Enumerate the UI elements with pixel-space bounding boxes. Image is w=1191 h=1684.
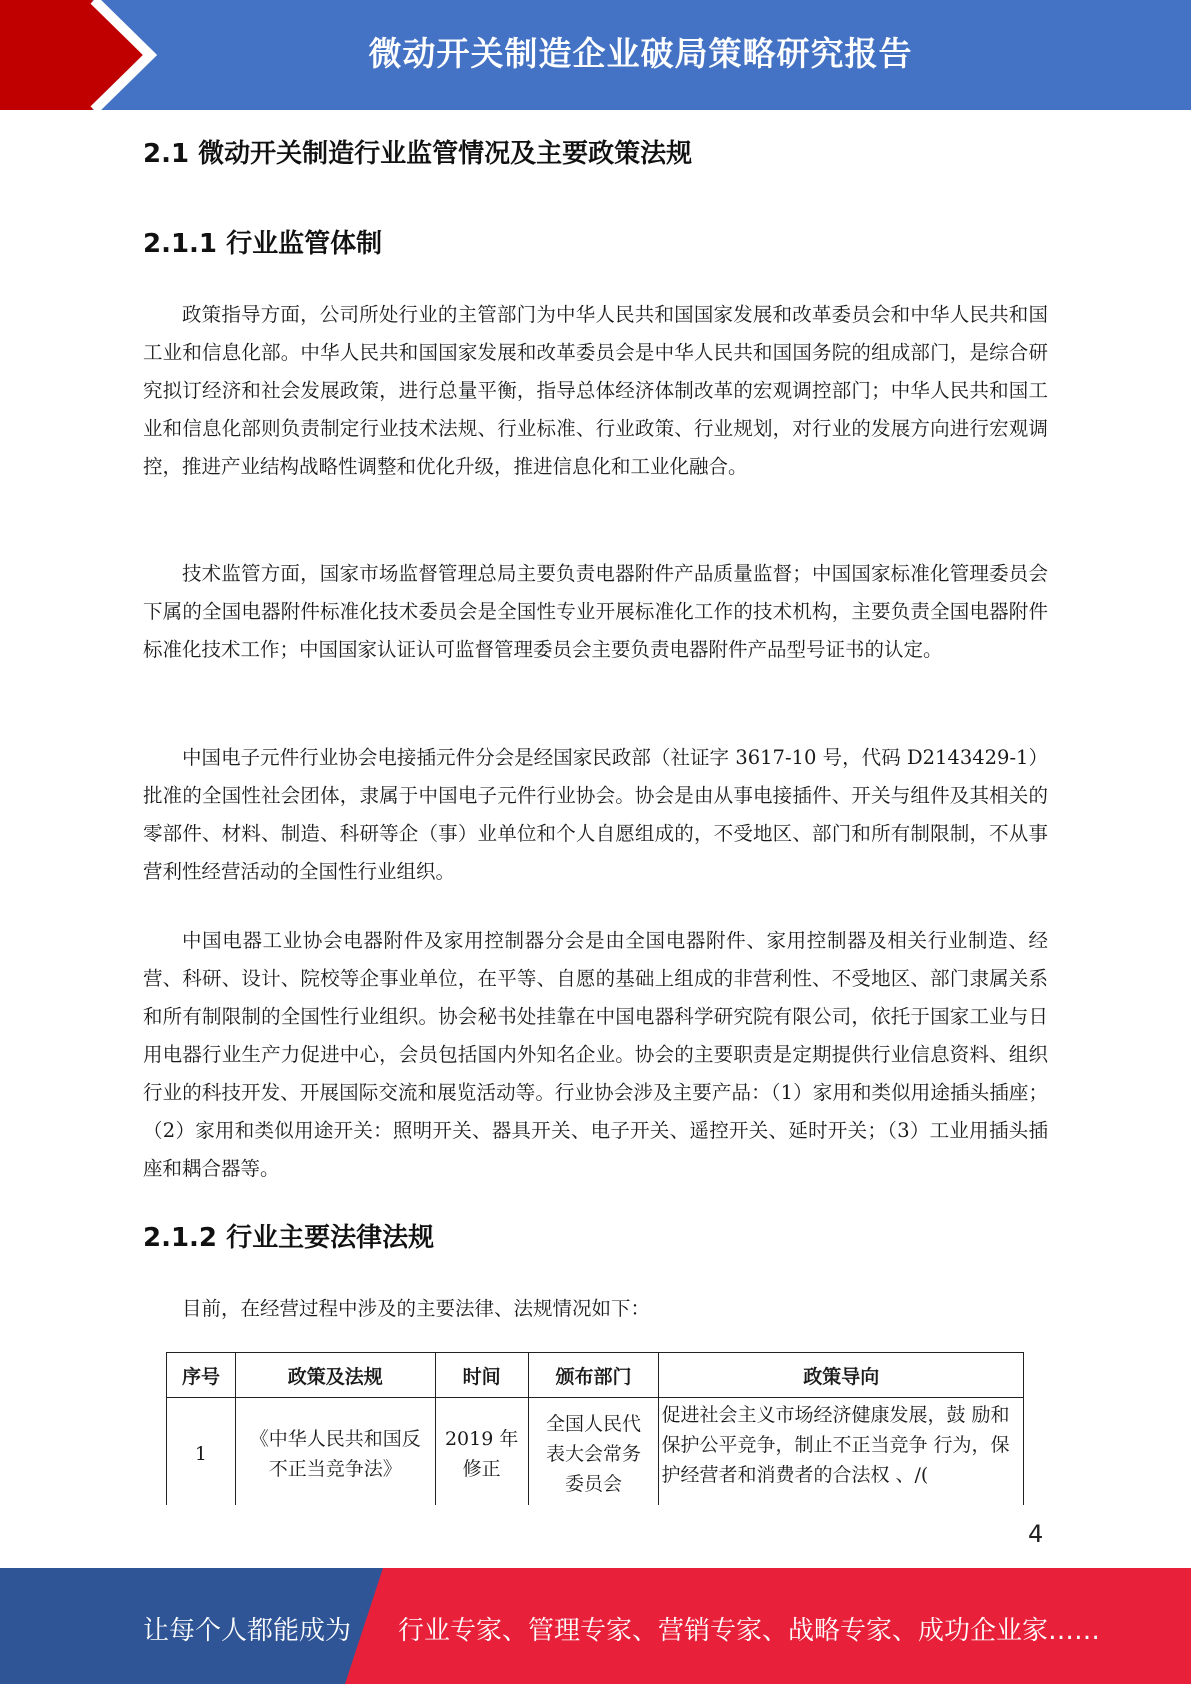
laws-table bbox=[166, 1352, 1024, 1511]
page-footer bbox=[0, 1568, 1191, 1684]
page-number: 4 bbox=[1028, 1520, 1044, 1548]
table-header-cell: 时间 bbox=[435, 1353, 528, 1398]
table-header-cell: 政策导向 bbox=[659, 1353, 1024, 1398]
section-heading-2-1-2: 2.1.2 行业主要法律法规 bbox=[143, 1223, 435, 1253]
paragraph-policy-guidance: 政策指导方面，公司所处行业的主管部门为中华人民共和国国家发展和改革委员会和中华人民共和国工业和信息化部。中华人民共和国国家发展和改革委员会是中华人民共和国国务院的组成部门，是综合研究拟订经济和社会发展政策，进行总量平衡，指导总体经济体制改革的宏观调控部门；中华人民共和国工业和信息化部则负责制定行业技术法规、行业标准、行业政策、行业规划，对行业的发展方向进行宏观调控，推进产业结构战略性调整和优化升级，推进信息化和工业化融合。 bbox=[143, 303, 1048, 478]
table-row bbox=[167, 1398, 1024, 1511]
paragraph-technical-supervision: 技术监管方面，国家市场监督管理总局主要负责电器附件产品质量监督；中国国家标准化管理委员会下属的全国电器附件标准化技术委员会是全国性专业开展标准化工作的技术机构，主要负责全国电器附件标准化技术工作；中国国家认证认可监督管理委员会主要负责电器附件产品型号证书的认定。 bbox=[143, 562, 1048, 661]
table-cell-time: 2019 年修正 bbox=[435, 1398, 528, 1511]
footer-slogan-left: 让每个人都能成为 bbox=[143, 1616, 352, 1646]
section-heading-2-1-1: 2.1.1 行业监管体制 bbox=[143, 229, 383, 259]
footer-slogan-right: 行业专家、管理专家、营销专家、战略专家、成功企业家…… bbox=[398, 1616, 1101, 1646]
table-header-cell: 颁布部门 bbox=[528, 1353, 659, 1398]
paragraph-appliance-association: 中国电器工业协会电器附件及家用控制器分会是由全国电器附件、家用控制器及相关行业制造、经营、科研、设计、院校等企事业单位，在平等、自愿的基础上组成的非营利性、不受地区、部门隶属关系和所有制限制的全国性行业组织。协会秘书处挂靠在中国电器科学研究院有限公司，依托于国家工业与日用电器行业生产力促进中心，会员包括国内外知名企业。协会的主要职责是定期提供行业信息资料、组织行业的科技开发、开展国际交流和展览活动等。行业协会涉及主要产品：（1）家用和类似用途插头插座；（2）家用和类似用途开关：照明开关、器具开关、电子开关、遥控开关、延时开关；（3）工业用插头插座和耦合器等。 bbox=[143, 929, 1048, 1180]
paragraph-connector-association: 中国电子元件行业协会电接插元件分会是经国家民政部（社证字 3617-10 号，代码 D2143429-1）批准的全国性社会团体，隶属于中国电子元件行业协会。协会是由从事电接插件、开关与组件及其相关的零部件、材料、制造、科研等企（事）业单位和个人自愿组成的，不受地区、部门和所有制限制，不从事营利性经营活动的全国性行业组织。 bbox=[143, 746, 1048, 883]
table-header-cell: 序号 bbox=[167, 1353, 236, 1398]
table-cell-guidance: 促进社会主义市场经济健康发展，鼓 励和保护公平竞争，制止不正当竞争 行为，保护经营者和消费者的合法权 、/( bbox=[659, 1398, 1024, 1511]
table-cell-department: 全国人民代表大会常务委员会 bbox=[528, 1398, 659, 1511]
table-cell-law: 《中华人民共和国反不正当竞争法》 bbox=[235, 1398, 435, 1511]
paragraph-laws-intro: 目前，在经营过程中涉及的主要法律、法规情况如下： bbox=[182, 1297, 651, 1320]
section-heading-2-1: 2.1 微动开关制造行业监管情况及主要政策法规 bbox=[143, 139, 693, 169]
table-cell-number: 1 bbox=[167, 1398, 236, 1511]
page-header bbox=[0, 0, 1191, 110]
table-header-cell: 政策及法规 bbox=[235, 1353, 435, 1398]
table-header-row bbox=[167, 1353, 1024, 1398]
page-break-mask bbox=[150, 1505, 1050, 1535]
report-title: 微动开关制造企业破局策略研究报告 bbox=[368, 34, 913, 73]
